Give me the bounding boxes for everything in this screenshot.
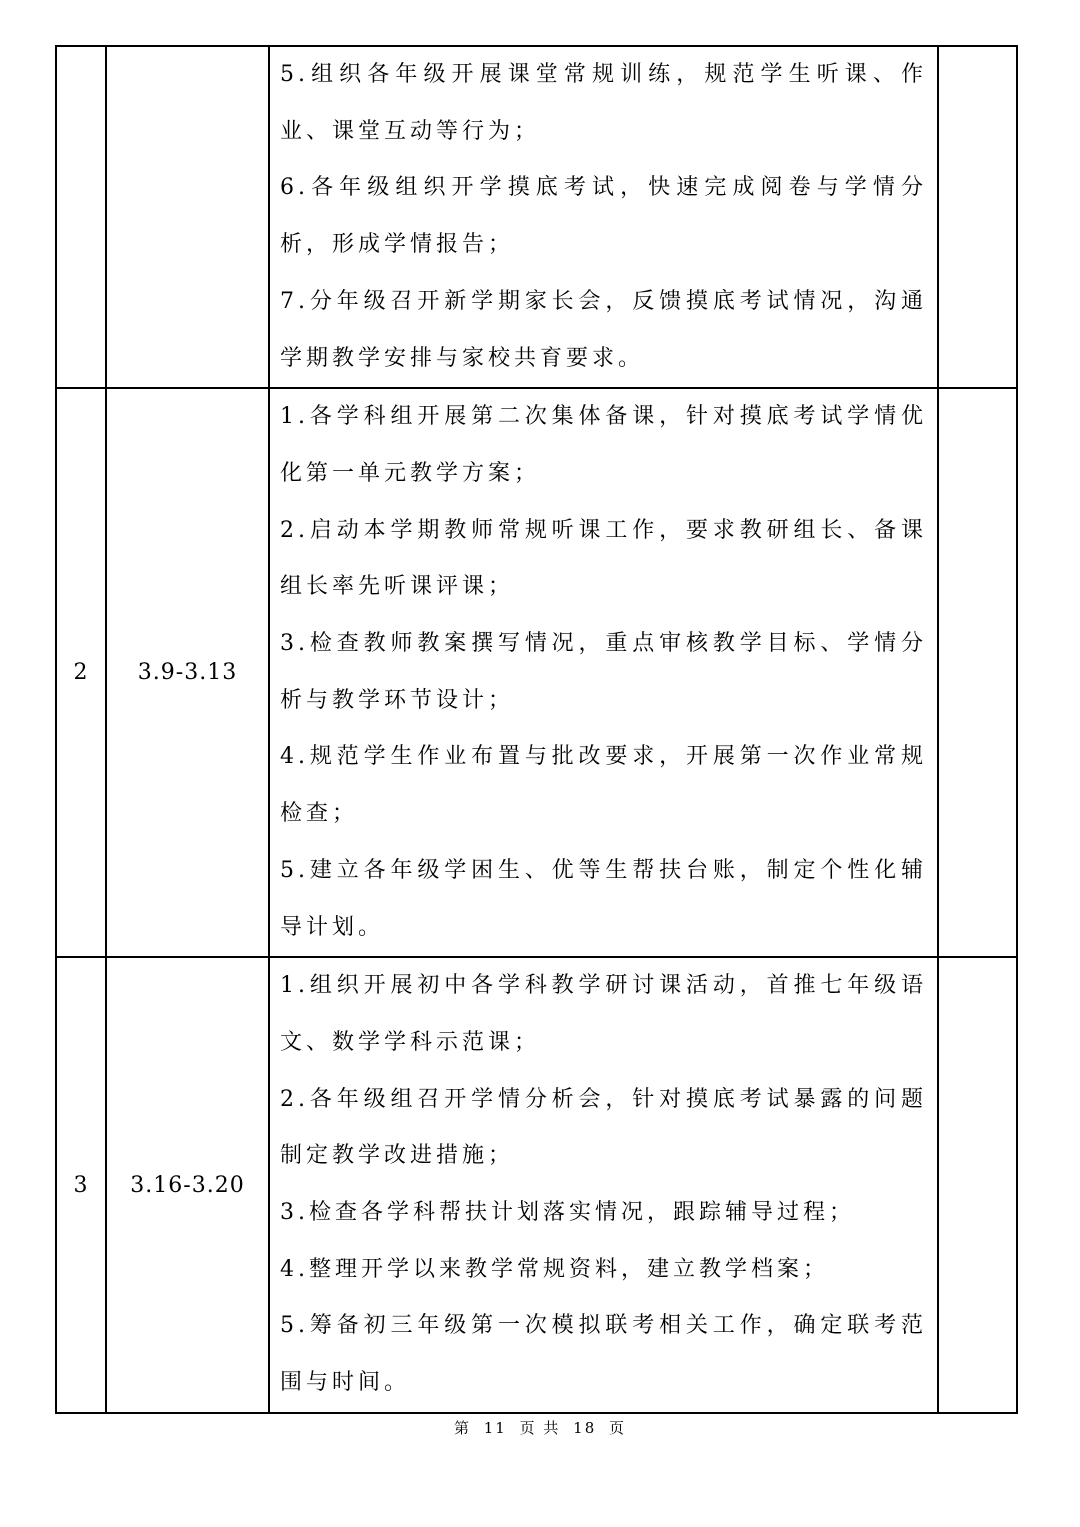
task-item: 2.启动本学期教师常规听课工作，要求教研组长、备课组长率先听课评课； bbox=[280, 517, 927, 600]
date-cell bbox=[106, 46, 269, 388]
task-item: 7.分年级召开新学期家长会，反馈摸底考试情况，沟通学期教学安排与家校共育要求。 bbox=[280, 288, 927, 371]
content-cell bbox=[269, 388, 938, 957]
content-cell bbox=[269, 957, 938, 1413]
page-footer bbox=[0, 1417, 1080, 1438]
task-item: 3.检查教师教案撰写情况，重点审核教学目标、学情分析与教学环节设计； bbox=[280, 631, 927, 713]
footer-page-number: 11 bbox=[483, 1419, 507, 1437]
task-item: 3.检查各学科帮扶计划落实情况，跟踪辅导过程； bbox=[280, 1200, 855, 1226]
task-item: 5.组织各年级开展课堂常规训练，规范学生听课、作业、课堂互动等行为； bbox=[280, 62, 927, 144]
task-item: 2.各年级组召开学情分析会，针对摸底考试暴露的问题制定教学改进措施； bbox=[280, 1086, 927, 1169]
note-cell bbox=[938, 388, 1017, 957]
note-cell bbox=[938, 957, 1017, 1413]
week-cell bbox=[56, 46, 106, 388]
task-item: 4.整理开学以来教学常规资料，建立教学档案； bbox=[280, 1256, 829, 1282]
note-cell bbox=[938, 46, 1017, 388]
date-cell: 3.16-3.20 bbox=[106, 957, 269, 1413]
task-item: 6.各年级组织开学摸底考试，快速完成阅卷与学情分析，形成学情报告； bbox=[280, 175, 927, 258]
task-item: 5.筹备初三年级第一次模拟联考相关工作，确定联考范围与时间。 bbox=[280, 1313, 927, 1396]
table-row bbox=[56, 957, 1017, 1413]
footer-total-pages: 18 bbox=[573, 1419, 597, 1437]
date-cell: 3.9-3.13 bbox=[106, 388, 269, 957]
week-cell: 3 bbox=[56, 957, 106, 1413]
content-cell bbox=[269, 46, 938, 388]
footer-suffix: 页 bbox=[609, 1419, 627, 1437]
footer-middle: 页 共 bbox=[519, 1419, 561, 1437]
task-item: 1.组织开展初中各学科教学研讨课活动，首推七年级语文、数学学科示范课； bbox=[280, 973, 927, 1055]
week-cell: 2 bbox=[56, 388, 106, 957]
table-row bbox=[56, 46, 1017, 388]
footer-prefix: 第 bbox=[453, 1419, 471, 1437]
task-item: 4.规范学生作业布置与批改要求，开展第一次作业常规检查； bbox=[280, 744, 927, 827]
work-plan-table bbox=[55, 45, 1018, 1414]
task-item: 5.建立各年级学困生、优等生帮扶台账，制定个性化辅导计划。 bbox=[280, 857, 927, 940]
task-item: 1.各学科组开展第二次集体备课，针对摸底考试学情优化第一单元教学方案； bbox=[280, 404, 927, 486]
table-row bbox=[56, 388, 1017, 957]
